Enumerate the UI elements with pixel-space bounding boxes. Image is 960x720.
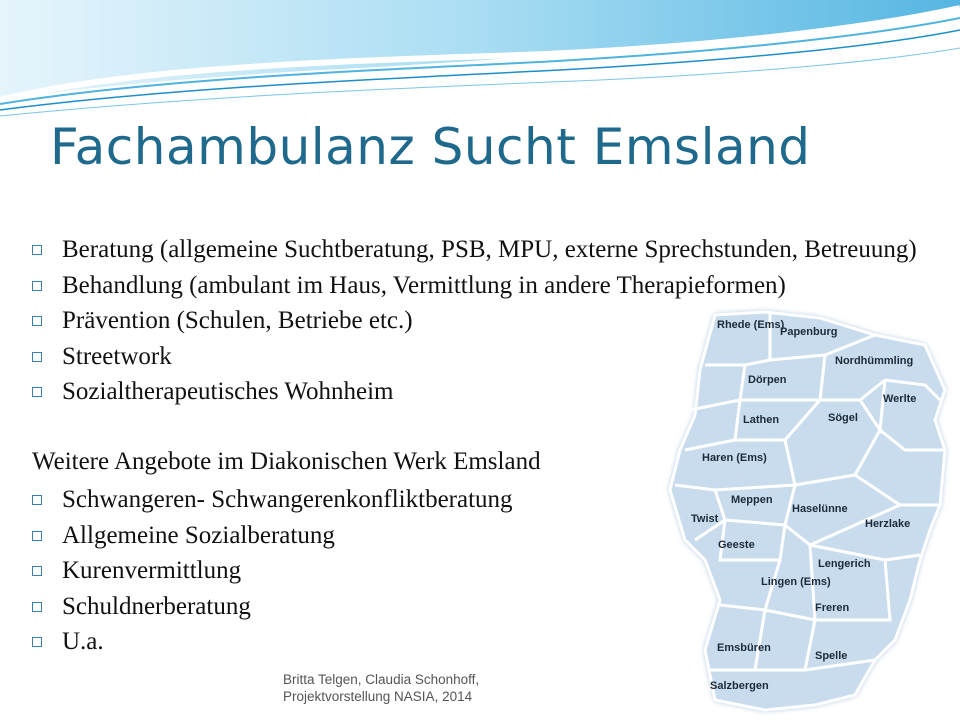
region-label: Geeste — [718, 539, 755, 551]
square-bullet-icon — [32, 602, 42, 612]
bullet-text: Behandlung (ambulant im Haus, Vermittlung in andere Therapieformen) — [62, 271, 786, 299]
region-label: Nordhümmling — [835, 355, 914, 367]
square-bullet-icon — [32, 245, 42, 255]
bullet-text: Prävention (Schulen, Betriebe etc.) — [62, 307, 413, 334]
list-item — [32, 482, 513, 518]
bullet-text: Kurenvermittlung — [62, 557, 242, 584]
square-bullet-icon — [32, 495, 42, 505]
region-label: Papenburg — [780, 326, 838, 338]
region-label: Salzbergen — [710, 680, 769, 692]
list-item — [32, 553, 513, 589]
footer-line: Britta Telgen, Claudia Schonhoff, — [283, 672, 480, 687]
list-item — [32, 624, 513, 660]
region-label: Lengerich — [818, 558, 871, 570]
region-label: Twist — [691, 513, 719, 525]
region-label: Sögel — [828, 412, 858, 424]
region-label: Werlte — [883, 393, 917, 405]
square-bullet-icon — [32, 637, 42, 647]
bullet-text: Allgemeine Sozialberatung — [62, 521, 335, 549]
bullet-text: Streetwork — [62, 342, 172, 370]
region-label: Spelle — [815, 650, 848, 662]
region-label: Haren (Ems) — [702, 452, 767, 464]
square-bullet-icon — [32, 352, 42, 362]
list-item — [32, 518, 513, 554]
region-label: Haselünne — [792, 503, 848, 515]
region-label: Lingen (Ems) — [761, 576, 831, 588]
square-bullet-icon — [32, 281, 42, 291]
sub-heading: Weitere Angebote im Diakonischen Werk Emsland — [32, 448, 541, 475]
bullet-text: Sozialtherapeutisches Wohnheim — [62, 378, 394, 405]
bullet-text: Schwangeren- Schwangerenkonfliktberatung — [62, 486, 513, 513]
square-bullet-icon — [32, 566, 42, 576]
bullet-text: Schuldnerberatung — [62, 592, 251, 620]
region-label: Dörpen — [748, 374, 787, 386]
square-bullet-icon — [32, 387, 42, 397]
slide-title: Fachambulanz Sucht Emsland — [50, 118, 811, 176]
region-label: Meppen — [731, 494, 773, 506]
region-label: Rhede (Ems) — [717, 319, 785, 331]
region-label: Emsbüren — [717, 642, 771, 654]
secondary-bullet-list — [32, 482, 513, 660]
list-item — [32, 589, 513, 625]
region-label: Freren — [815, 602, 850, 614]
bullet-text: U.a. — [62, 628, 104, 655]
region-label: Lathen — [743, 414, 780, 426]
square-bullet-icon — [32, 316, 42, 326]
list-item — [32, 232, 917, 268]
footer-credit — [283, 671, 479, 705]
footer-line: Projektvorstellung NASIA, 2014 — [283, 689, 473, 704]
emsland-map — [645, 300, 960, 720]
bullet-text: Beratung (allgemeine Suchtberatung, PSB, MPU, externe Sprechstunden, Betreuung) — [62, 236, 917, 263]
list-item — [32, 268, 917, 304]
region-label: Herzlake — [865, 518, 911, 530]
square-bullet-icon — [32, 531, 42, 541]
